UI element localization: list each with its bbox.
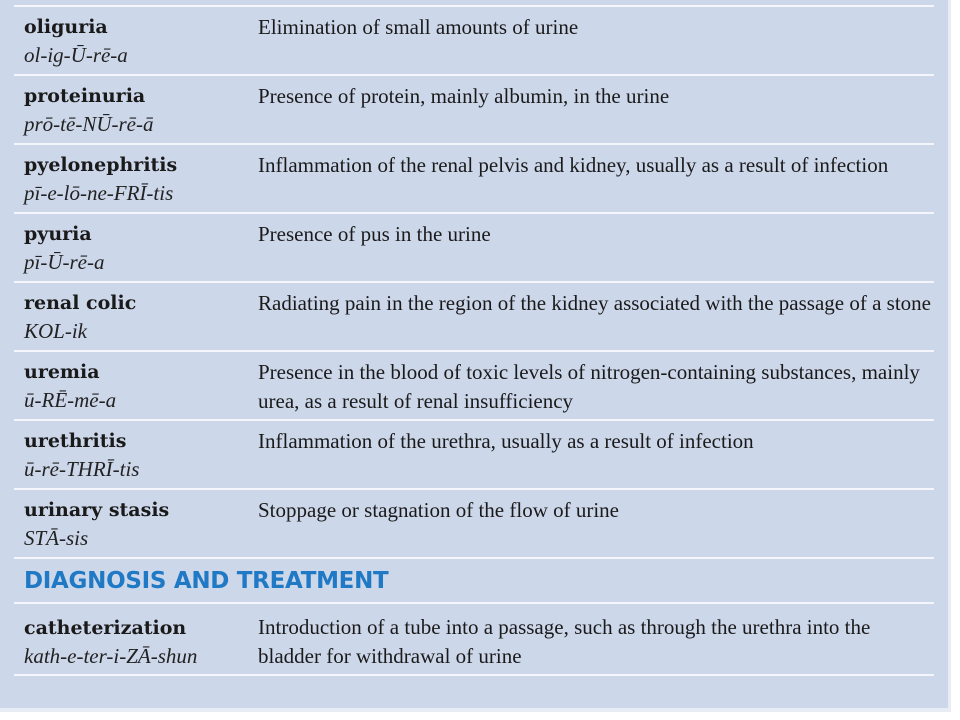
section-heading-text: DIAGNOSIS AND TREATMENT	[24, 568, 389, 594]
definition: Inflammation of the urethra, usually as a result of infection	[258, 429, 754, 453]
pronunciation: KOL-ik	[24, 319, 87, 343]
definition: Stoppage or stagnation of the flow of urine	[258, 498, 619, 522]
pronunciation: pī-e-lō-ne-FRĪ-tis	[24, 181, 174, 205]
definition: Introduction of a tube into a passage, such as through the urethra into the bladder for withdrawal of urine	[258, 615, 871, 668]
definition: Elimination of small amounts of urine	[258, 15, 579, 39]
pronunciation: kath-e-ter-i-ZĀ-shun	[24, 644, 198, 668]
term: catheterization	[24, 617, 187, 639]
definition: Presence of pus in the urine	[258, 222, 491, 246]
pronunciation: ū-RĒ-mē-a	[24, 388, 117, 412]
glossary-row-proteinuria	[14, 76, 934, 145]
pronunciation: ol-ig-Ū-rē-a	[24, 43, 128, 67]
pronunciation: ū-rē-THRĪ-tis	[24, 457, 140, 481]
glossary-row-uremia	[14, 352, 934, 421]
term: uremia	[24, 361, 100, 383]
term: oliguria	[24, 16, 108, 38]
term: urethritis	[24, 430, 127, 452]
glossary-row-pyuria	[14, 214, 934, 283]
term: urinary stasis	[24, 499, 170, 521]
term: proteinuria	[24, 85, 146, 107]
glossary-row-oliguria	[14, 7, 934, 76]
definition: Radiating pain in the region of the kidney associated with the passage of a stone	[258, 291, 931, 315]
definition: Presence of protein, mainly albumin, in the urine	[258, 84, 670, 108]
section-heading	[14, 559, 934, 604]
pronunciation: pī-Ū-rē-a	[24, 250, 105, 274]
glossary-row-urethritis	[14, 421, 934, 490]
definition: Inflammation of the renal pelvis and kidney, usually as a result of infection	[258, 153, 889, 177]
pronunciation: STĀ-sis	[24, 526, 89, 550]
pronunciation: prō-tē-NŪ-rē-ā	[24, 112, 154, 136]
definition: Presence in the blood of toxic levels of nitrogen-containing substances, mainly urea, as a result of renal insufficiency	[258, 360, 920, 413]
glossary-row-catheterization	[14, 604, 934, 676]
glossary-row-urinary-stasis	[14, 490, 934, 559]
glossary-table	[14, 7, 934, 676]
term: pyuria	[24, 223, 92, 245]
glossary-row-renal-colic	[14, 283, 934, 352]
term: renal colic	[24, 292, 137, 314]
term: pyelonephritis	[24, 154, 178, 176]
glossary-row-pyelonephritis	[14, 145, 934, 214]
